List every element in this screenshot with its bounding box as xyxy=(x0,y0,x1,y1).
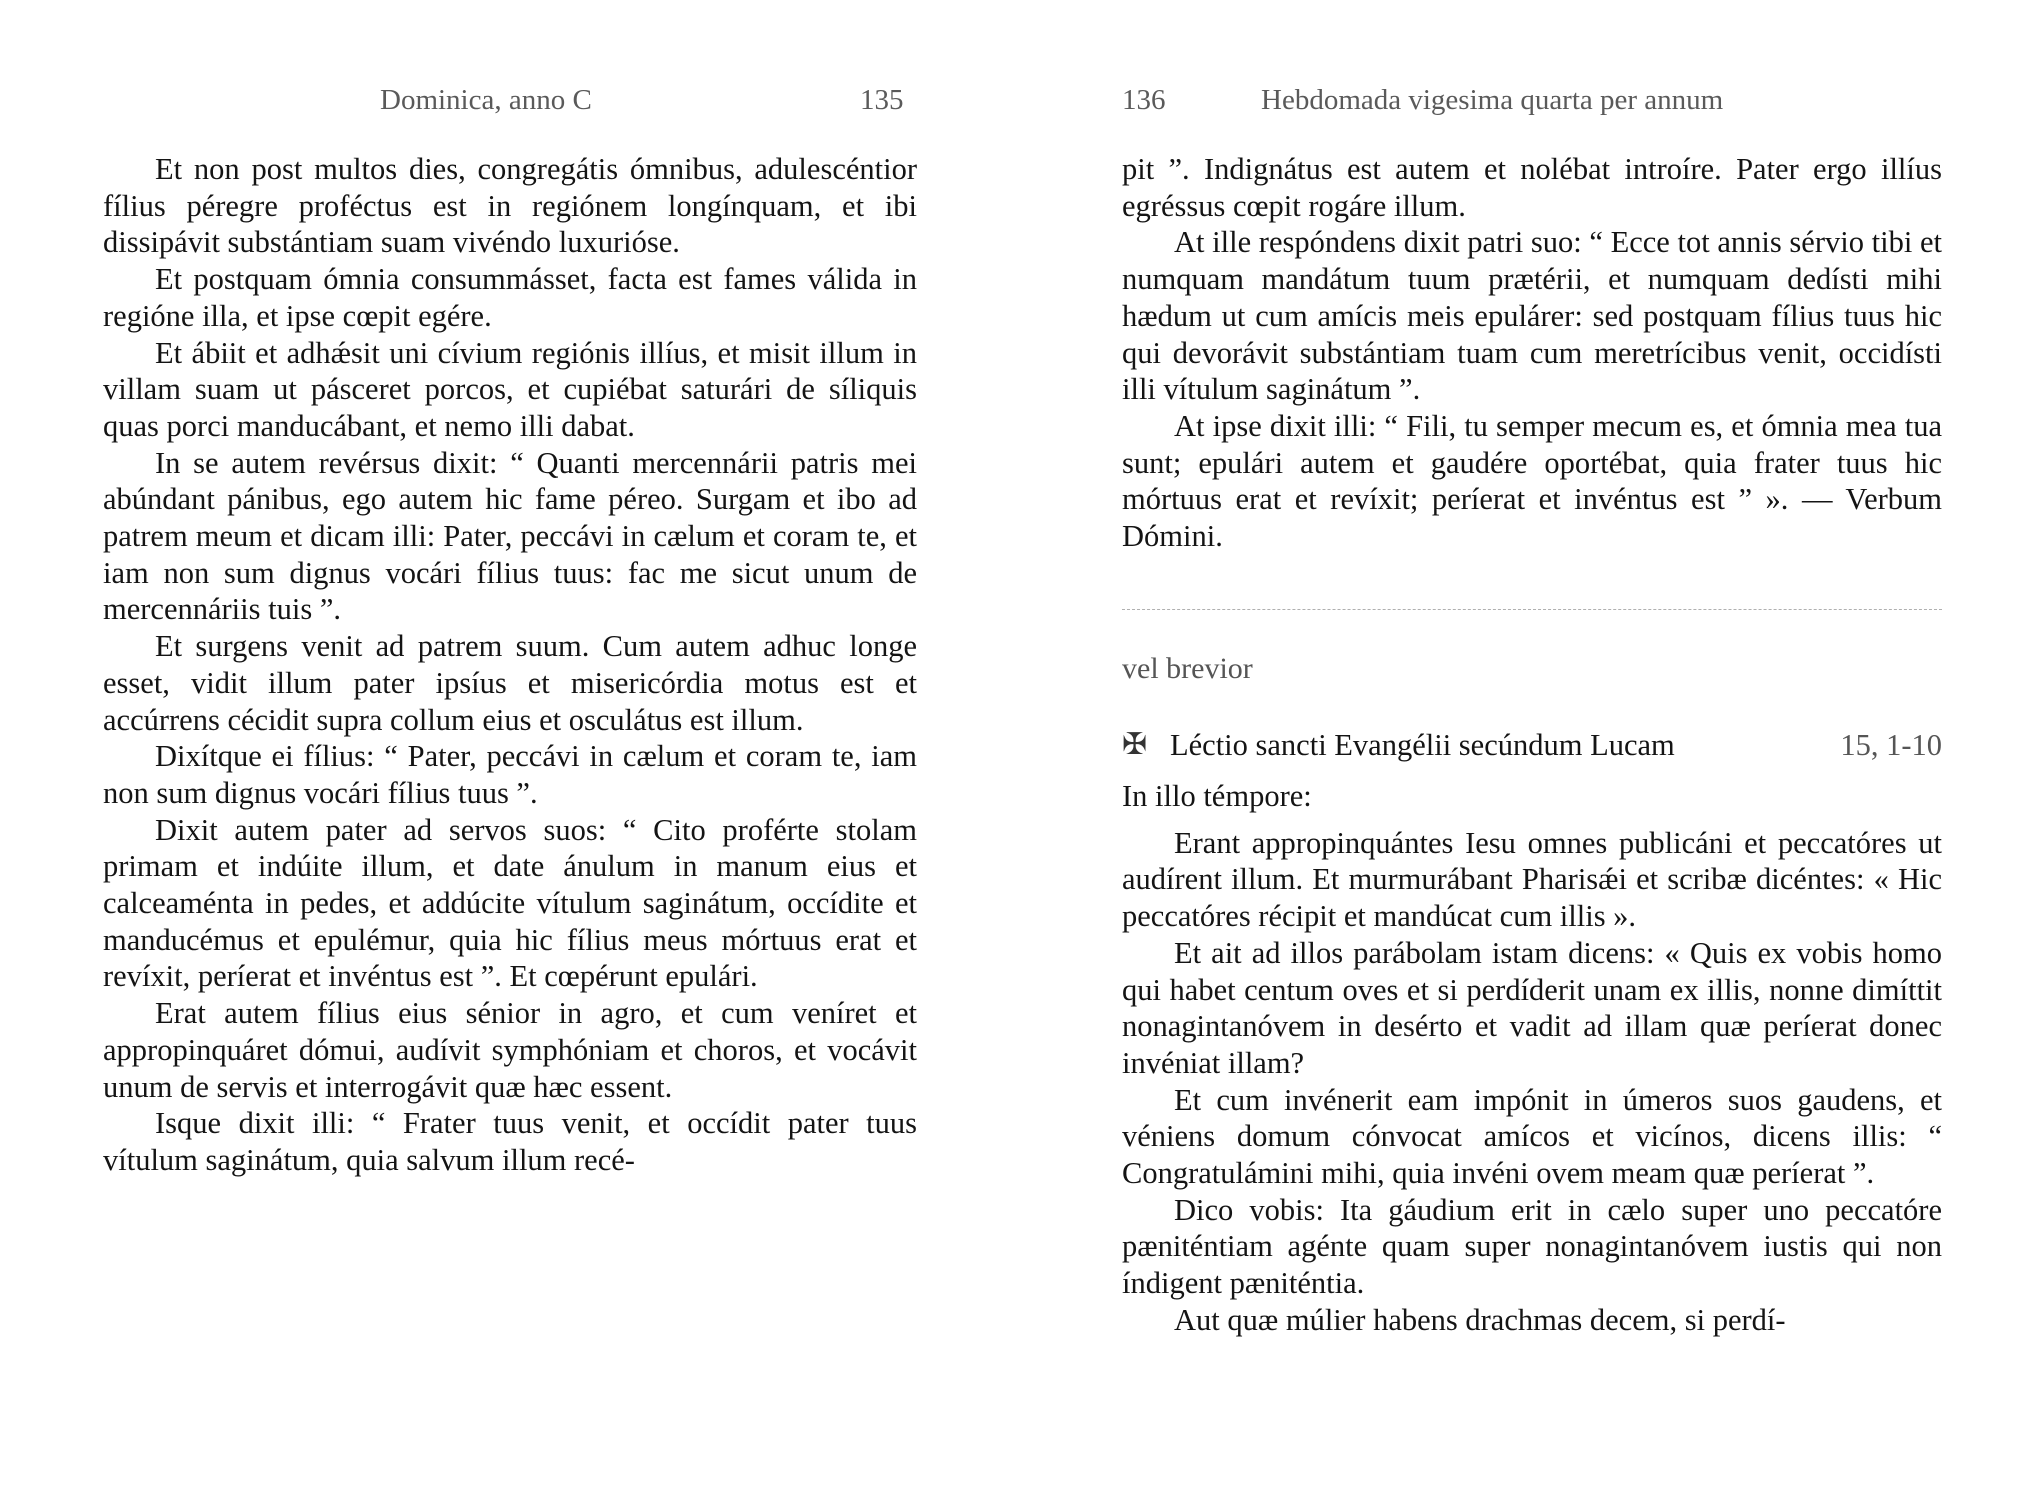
paragraph: Aut quæ múlier habens drachmas decem, si perdí- xyxy=(1174,1302,1786,1337)
paragraph: Dico vobis: Ita gáudium erit in cælo super uno peccatóre pæniténtiam agénte quam super nonagintanóvem iustis qui non índigent pæniténtia. xyxy=(1122,1192,1942,1301)
right-body-text-lower xyxy=(1122,778,1942,1339)
paragraph: Isque dixit illi: “ Frater tuus venit, et occídit pater tuus vítulum saginátum, quia salvum illum recé- xyxy=(103,1106,917,1177)
lectio-title: Léctio sancti Evangélii secúndum Lucam xyxy=(1170,728,1675,762)
paragraph: At ille respóndens dixit patri suo: “ Ecce tot annis sérvio tibi et numquam mandátum tuum prætérii, et numquam dedísti mihi hædum ut cum amícis meis epulárer: sed postquam fílius tuus hic qui devorávit substántiam tuam cum meretrícibus venit, occidísti illi vítulum saginátum ”. xyxy=(1122,225,1942,407)
lectio-reference: 15, 1-10 xyxy=(1840,728,1942,762)
paragraph: At ipse dixit illi: “ Fili, tu semper mecum es, et ómnia mea tua sunt; epulári autem et gaudére oportébat, quia frater tuus hic mórtuus erat et revíxit; períerat et invéntus est ” ». — Verbum Dómini. xyxy=(1122,408,1942,554)
right-running-header: Hebdomada vigesima quarta per annum xyxy=(1261,84,1724,116)
paragraph: pit ”. Indignátus est autem et nolébat introíre. Pater ergo illíus egréssus cœpit rogáre illum. xyxy=(1122,152,1942,223)
paragraph: Et ábiit et adhǽsit uni cívium regiónis illíus, et misit illum in villam suam ut pásceret porcos, et cupiébat saturári de síliquis quas porci manducábant, et nemo illi dabat. xyxy=(103,335,917,443)
left-body-text xyxy=(103,151,917,1179)
paragraph: Et postquam ómnia consummásset, facta est fames válida in regióne illa, et ipse cœpit egére. xyxy=(103,262,917,333)
paragraph: Et surgens venit ad patrem suum. Cum autem adhuc longe esset, vidit illum pater ipsíus et misericórdia motus est et accúrrens cécidit supra collum eius et osculátus est illum. xyxy=(103,629,917,737)
paragraph: Erat autem fílius eius sénior in agro, et cum veníret et appropinquáret dómui, audívit symphóniam et choros, et vocávit unum de servis et interrogávit quæ hæc essent. xyxy=(103,996,917,1104)
left-page-number: 135 xyxy=(860,84,904,116)
section-divider xyxy=(1122,609,1942,610)
paragraph: Dixítque ei fílius: “ Pater, peccávi in cælum et coram te, iam non sum dignus vocári fílius tuus ”. xyxy=(103,739,917,810)
paragraph: Et ait ad illos parábolam istam dicens: « Quis ex vobis homo qui habet centum oves et si perdíderit unam ex illis, nonne dimíttit nonagintanóvem in desérto et vadit ad illam quæ períerat donec invéniat illam? xyxy=(1122,935,1942,1080)
cross-icon: ✠ xyxy=(1122,728,1148,761)
paragraph: Et non post multos dies, congregátis ómnibus, adulescéntior fílius péregre proféctus est in regiónem longínquam, et ibi dissipávit substántiam suam vivéndo luxurióse. xyxy=(103,152,917,260)
paragraph: Dixit autem pater ad servos suos: “ Cito proférte stolam primam et indúite illum, et date ánulum in manum eius et calceaménta in pedes, et addúcite vítulum saginátum, occídite et manducémus et epulémur, quia hic fílius meus mórtuus erat et revíxit, períerat et invéntus est ”. Et cœpérunt epulári. xyxy=(103,812,917,994)
right-page-number: 136 xyxy=(1122,84,1166,116)
left-running-header: Dominica, anno C xyxy=(380,84,592,116)
in-illo-tempore: In illo témpore: xyxy=(1122,779,1312,813)
paragraph: Erant appropinquántes Iesu omnes publicáni et peccatóres ut audírent illum. Et murmurábant Pharisǽi et scribæ dicéntes: « Hic peccatóres récipit et mandúcat cum illis ». xyxy=(1122,825,1942,934)
vel-brevior-label: vel brevior xyxy=(1122,652,1253,685)
paragraph: In se autem revérsus dixit: “ Quanti mercennárii patris mei abúndant pánibus, ego autem hic fame péreo. Surgam et ibo ad patrem meum et dicam illi: Pater, peccávi in cælum et coram te, et iam non sum dignus vocári fílius tuus: fac me sicut unum de mercennáriis tuis ”. xyxy=(103,445,917,627)
paragraph: Et cum invénerit eam impónit in úmeros suos gaudens, et véniens domum cónvocat amícos et vicínos, dicens illis: “ Congratulámini mihi, quia invéni ovem meam quæ períerat ”. xyxy=(1122,1082,1942,1191)
lectio-heading xyxy=(1122,725,1942,765)
right-page xyxy=(1011,0,2022,1500)
right-body-text-upper xyxy=(1122,151,1942,555)
